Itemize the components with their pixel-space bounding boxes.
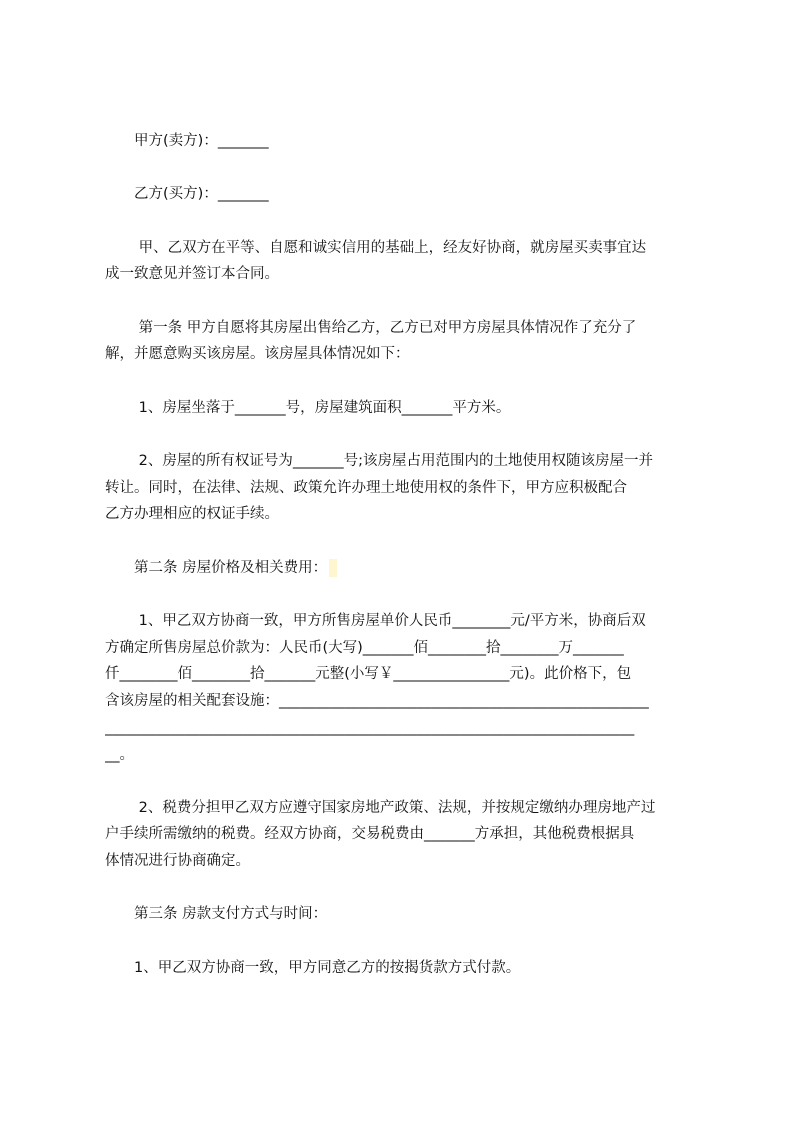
clause-2-2-line-3: 体情况进行协商确定。: [105, 853, 250, 869]
text-highlight-mark: [329, 559, 337, 577]
clause-1-1-line: 1、房屋坐落于_______号，房屋建筑面积_______平方米。: [105, 400, 511, 416]
clause-2-1-line-2: 方确定所售房屋总价款为：人民币(大写)_______佰________拾________万_______: [105, 640, 624, 656]
party-b-line: 乙方(买方)：_______: [105, 186, 269, 202]
clause-2-1-line-4: 含该房屋的相关配套设施：___________________________________________________: [105, 693, 649, 709]
article-3-heading: 第三条 房款支付方式与时间：: [105, 906, 328, 922]
preamble-line-2: 成一致意见并签订本合同。: [105, 266, 279, 282]
clause-1-2-line-1: 2、房屋的所有权证号为_______号;该房屋占用范围内的土地使用权随该房屋一并: [105, 453, 653, 469]
preamble-line-1: 甲、乙双方在平等、自愿和诚实信用的基础上，经友好协商，就房屋买卖事宜达: [105, 240, 647, 256]
clause-2-2-line-2: 户手续所需缴纳的税费。经双方协商，交易税费由_______方承担，其他税费根据具: [105, 826, 635, 842]
clause-3-1-line: 1、甲乙双方协商一致，甲方同意乙方的按揭货款方式付款。: [105, 960, 521, 976]
clause-2-1-line-6: __。: [105, 747, 134, 763]
article-1-line-2: 解，并愿意购买该房屋。该房屋具体情况如下：: [105, 346, 410, 362]
article-2-heading-text: 第二条 房屋价格及相关费用：: [105, 560, 328, 576]
party-a-line: 甲方(卖方)：_______: [105, 133, 269, 149]
article-2-heading: [105, 556, 705, 580]
clause-2-1-line-1: 1、甲乙双方协商一致，甲方所售房屋单价人民币________元/平方米，协商后双: [105, 613, 646, 629]
clause-2-1-line-3: 仟________佰________拾_______元整(小写￥________________元)。此价格下，包: [105, 666, 632, 682]
clause-1-2-line-2: 转让。同时，在法律、法规、政策允许办理土地使用权的条件下，甲方应积极配合: [105, 480, 627, 496]
clause-1-2-line-3: 乙方办理相应的权证手续。: [105, 506, 279, 522]
clause-2-2-line-1: 2、税费分担甲乙双方应遵守国家房地产政策、法规，并按规定缴纳办理房地产过: [105, 800, 656, 816]
article-1-line-1: 第一条 甲方自愿将其房屋出售给乙方，乙方已对甲方房屋具体情况作了充分了: [105, 320, 637, 336]
clause-2-1-line-5: _________________________________________________________________________: [105, 720, 635, 736]
